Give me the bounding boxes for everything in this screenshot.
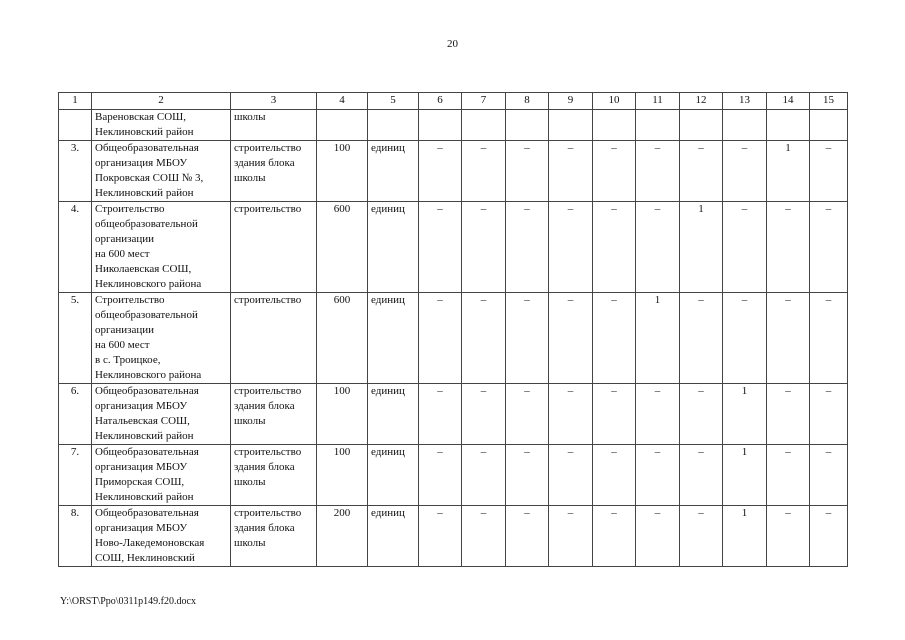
column-header-15: 15 xyxy=(810,93,848,110)
object-name-cell xyxy=(92,110,231,141)
capacity-cell: 100 xyxy=(317,141,368,202)
value-cell-col-15: – xyxy=(810,293,848,384)
work-type-line: школы xyxy=(234,476,266,488)
row-number-cell: 3. xyxy=(59,141,92,202)
value-cell-col-9: – xyxy=(549,293,593,384)
value-cell-col-10: – xyxy=(593,384,636,445)
value-cell-col-7 xyxy=(462,110,506,141)
value-cell-col-14: – xyxy=(767,445,810,506)
unit-cell: единиц xyxy=(368,141,419,202)
object-name-line: Покровская СОШ № 3, xyxy=(95,172,204,184)
value-cell-col-10: – xyxy=(593,293,636,384)
value-cell-col-14: – xyxy=(767,202,810,293)
column-header-2: 2 xyxy=(92,93,231,110)
value-cell-col-15: – xyxy=(810,445,848,506)
table-row xyxy=(59,445,848,506)
footer-file-path: Y:\ORST\Ppo\0311p149.f20.docx xyxy=(60,596,196,607)
row-number-cell: 8. xyxy=(59,506,92,567)
object-name-cell xyxy=(92,202,231,293)
value-cell-col-7: – xyxy=(462,202,506,293)
object-name-line: организация МБОУ xyxy=(95,400,188,412)
value-cell-col-11 xyxy=(636,110,680,141)
object-name-line: Общеобразовательная xyxy=(95,385,199,397)
unit-cell: единиц xyxy=(368,202,419,293)
object-name-line: Общеобразовательная xyxy=(95,446,199,458)
object-name-line: Неклиновского района xyxy=(95,278,202,290)
value-cell-col-15: – xyxy=(810,384,848,445)
value-cell-col-13: – xyxy=(723,202,767,293)
capacity-cell: 600 xyxy=(317,202,368,293)
work-type-cell xyxy=(231,445,317,506)
value-cell-col-10: – xyxy=(593,506,636,567)
column-header-6: 6 xyxy=(419,93,462,110)
column-header-9: 9 xyxy=(549,93,593,110)
column-header-5: 5 xyxy=(368,93,419,110)
value-cell-col-6: – xyxy=(419,202,462,293)
table-body xyxy=(59,110,848,567)
value-cell-col-7: – xyxy=(462,293,506,384)
value-cell-col-7: – xyxy=(462,384,506,445)
value-cell-col-12: – xyxy=(680,445,723,506)
table-header-row xyxy=(59,93,848,110)
column-header-7: 7 xyxy=(462,93,506,110)
table-row xyxy=(59,506,848,567)
column-header-12: 12 xyxy=(680,93,723,110)
value-cell-col-6: – xyxy=(419,384,462,445)
value-cell-col-12: – xyxy=(680,384,723,445)
value-cell-col-12 xyxy=(680,110,723,141)
column-header-13: 13 xyxy=(723,93,767,110)
object-name-line: организации xyxy=(95,233,155,245)
work-type-line: строительство xyxy=(234,385,302,397)
value-cell-col-9 xyxy=(549,110,593,141)
object-name-line: Общеобразовательная xyxy=(95,507,199,519)
value-cell-col-12: – xyxy=(680,141,723,202)
work-type-line: школы xyxy=(234,537,266,549)
object-name-cell xyxy=(92,141,231,202)
object-name-line: Неклиновского района xyxy=(95,369,202,381)
object-name-line: Неклиновский район xyxy=(95,126,194,138)
value-cell-col-8 xyxy=(506,110,549,141)
object-name-line: Неклиновский район xyxy=(95,187,194,199)
work-type-line: школы xyxy=(234,415,266,427)
table-row xyxy=(59,110,848,141)
column-header-10: 10 xyxy=(593,93,636,110)
object-name-line: организация МБОУ xyxy=(95,522,188,534)
work-type-line: здания блока xyxy=(234,522,295,534)
object-name-line: СОШ, Неклиновский xyxy=(95,552,195,564)
object-name-line: организации xyxy=(95,324,155,336)
value-cell-col-7: – xyxy=(462,141,506,202)
work-type-line: строительство xyxy=(234,294,302,306)
value-cell-col-9: – xyxy=(549,445,593,506)
work-type-line: строительство xyxy=(234,507,302,519)
value-cell-col-14: – xyxy=(767,293,810,384)
object-name-line: на 600 мест xyxy=(95,248,150,260)
object-name-line: в с. Троицкое, xyxy=(95,354,161,366)
value-cell-col-12: – xyxy=(680,293,723,384)
value-cell-col-15: – xyxy=(810,141,848,202)
value-cell-col-6 xyxy=(419,110,462,141)
object-name-line: Строительство xyxy=(95,294,165,306)
work-type-cell xyxy=(231,110,317,141)
table-row xyxy=(59,384,848,445)
table-row xyxy=(59,141,848,202)
object-name-cell xyxy=(92,445,231,506)
value-cell-col-13: 1 xyxy=(723,445,767,506)
work-type-cell xyxy=(231,506,317,567)
unit-cell xyxy=(368,110,419,141)
value-cell-col-6: – xyxy=(419,445,462,506)
column-header-4: 4 xyxy=(317,93,368,110)
value-cell-col-11: – xyxy=(636,384,680,445)
object-name-line: Натальевская СОШ, xyxy=(95,415,190,427)
column-header-14: 14 xyxy=(767,93,810,110)
table-row xyxy=(59,202,848,293)
value-cell-col-11: – xyxy=(636,202,680,293)
object-name-cell xyxy=(92,384,231,445)
value-cell-col-10: – xyxy=(593,202,636,293)
value-cell-col-11: – xyxy=(636,141,680,202)
capacity-cell: 600 xyxy=(317,293,368,384)
value-cell-col-14: 1 xyxy=(767,141,810,202)
table-row xyxy=(59,293,848,384)
value-cell-col-6: – xyxy=(419,141,462,202)
value-cell-col-8: – xyxy=(506,506,549,567)
work-type-cell xyxy=(231,202,317,293)
value-cell-col-10: – xyxy=(593,445,636,506)
work-type-line: строительство xyxy=(234,142,302,154)
value-cell-col-11: 1 xyxy=(636,293,680,384)
object-name-line: Ново-Лакедемоновская xyxy=(95,537,205,549)
row-number-cell: 4. xyxy=(59,202,92,293)
object-name-line: Неклиновский район xyxy=(95,491,194,503)
capacity-cell: 100 xyxy=(317,445,368,506)
value-cell-col-14 xyxy=(767,110,810,141)
work-type-line: здания блока xyxy=(234,400,295,412)
capacity-cell xyxy=(317,110,368,141)
value-cell-col-6: – xyxy=(419,506,462,567)
unit-cell: единиц xyxy=(368,445,419,506)
work-type-line: школы xyxy=(234,111,266,123)
object-name-cell xyxy=(92,506,231,567)
value-cell-col-13: 1 xyxy=(723,384,767,445)
value-cell-col-10 xyxy=(593,110,636,141)
unit-cell: единиц xyxy=(368,506,419,567)
row-number-cell: 5. xyxy=(59,293,92,384)
data-table xyxy=(58,92,848,567)
work-type-line: школы xyxy=(234,172,266,184)
row-number-cell xyxy=(59,110,92,141)
value-cell-col-10: – xyxy=(593,141,636,202)
value-cell-col-14: – xyxy=(767,506,810,567)
value-cell-col-14: – xyxy=(767,384,810,445)
value-cell-col-12: 1 xyxy=(680,202,723,293)
value-cell-col-13: – xyxy=(723,293,767,384)
object-name-line: общеобразовательной xyxy=(95,309,198,321)
object-name-line: общеобразовательной xyxy=(95,218,198,230)
capacity-cell: 200 xyxy=(317,506,368,567)
work-type-line: строительство xyxy=(234,203,302,215)
value-cell-col-8: – xyxy=(506,293,549,384)
object-name-cell xyxy=(92,293,231,384)
value-cell-col-12: – xyxy=(680,506,723,567)
object-name-line: Общеобразовательная xyxy=(95,142,199,154)
work-type-cell xyxy=(231,293,317,384)
value-cell-col-13: 1 xyxy=(723,506,767,567)
value-cell-col-15: – xyxy=(810,202,848,293)
column-header-8: 8 xyxy=(506,93,549,110)
object-name-line: Вареновская СОШ, xyxy=(95,111,186,123)
value-cell-col-13: – xyxy=(723,141,767,202)
value-cell-col-11: – xyxy=(636,445,680,506)
value-cell-col-6: – xyxy=(419,293,462,384)
value-cell-col-7: – xyxy=(462,445,506,506)
value-cell-col-8: – xyxy=(506,384,549,445)
work-type-cell xyxy=(231,141,317,202)
page-number: 20 xyxy=(447,38,458,50)
value-cell-col-9: – xyxy=(549,506,593,567)
value-cell-col-9: – xyxy=(549,141,593,202)
work-type-line: здания блока xyxy=(234,461,295,473)
object-name-line: Приморская СОШ, xyxy=(95,476,185,488)
column-header-11: 11 xyxy=(636,93,680,110)
object-name-line: организация МБОУ xyxy=(95,157,188,169)
object-name-line: Строительство xyxy=(95,203,165,215)
value-cell-col-7: – xyxy=(462,506,506,567)
value-cell-col-15 xyxy=(810,110,848,141)
column-header-3: 3 xyxy=(231,93,317,110)
value-cell-col-9: – xyxy=(549,202,593,293)
value-cell-col-8: – xyxy=(506,141,549,202)
work-type-line: строительство xyxy=(234,446,302,458)
row-number-cell: 7. xyxy=(59,445,92,506)
value-cell-col-11: – xyxy=(636,506,680,567)
value-cell-col-8: – xyxy=(506,202,549,293)
value-cell-col-8: – xyxy=(506,445,549,506)
value-cell-col-13 xyxy=(723,110,767,141)
row-number-cell: 6. xyxy=(59,384,92,445)
unit-cell: единиц xyxy=(368,293,419,384)
object-name-line: Николаевская СОШ, xyxy=(95,263,192,275)
data-table-container xyxy=(58,92,848,567)
work-type-line: здания блока xyxy=(234,157,295,169)
value-cell-col-9: – xyxy=(549,384,593,445)
object-name-line: организация МБОУ xyxy=(95,461,188,473)
capacity-cell: 100 xyxy=(317,384,368,445)
value-cell-col-15: – xyxy=(810,506,848,567)
work-type-cell xyxy=(231,384,317,445)
unit-cell: единиц xyxy=(368,384,419,445)
object-name-line: Неклиновский район xyxy=(95,430,194,442)
column-header-1: 1 xyxy=(59,93,92,110)
object-name-line: на 600 мест xyxy=(95,339,150,351)
